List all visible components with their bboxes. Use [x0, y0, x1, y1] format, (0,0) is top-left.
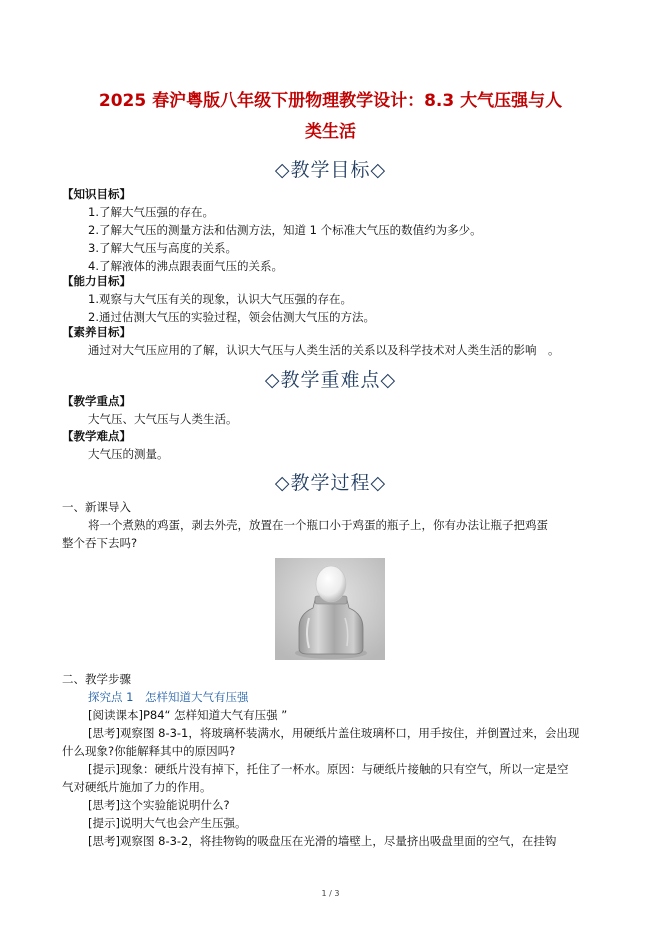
knowledge-goal-2: 2.了解大气压的测量方法和估测方法，知道 1 个标准大气压的数值约为多少。 [88, 223, 482, 237]
steps-line-7: [提示]说明大气也会产生压强。 [88, 816, 247, 830]
ability-goal-1: 1.观察与大气压有关的现象，认识大气压强的存在。 [88, 292, 352, 306]
document-title [40, 86, 621, 148]
steps-line-3: 什么现象?你能解释其中的原因吗? [62, 744, 236, 758]
difficulty-label: 【教学难点】 [62, 429, 131, 443]
egg-bottle-illustration [275, 558, 385, 660]
steps-line-6: [思考]这个实验能说明什么? [88, 798, 230, 812]
difficulty-text: 大气压的测量。 [88, 447, 169, 461]
ability-goals-label: 【能力目标】 [62, 274, 131, 288]
section-heading-process: ◇教学过程◇ [274, 472, 387, 494]
intro-line-1: 将一个煮熟的鸡蛋，剥去外壳，放置在一个瓶口小于鸡蛋的瓶子上，你有办法让瓶子把鸡蛋 [88, 518, 548, 532]
steps-line-5: 气对硬纸片施加了力的作用。 [62, 780, 212, 794]
ability-goal-2: 2.通过估测大气压的实验过程，领会估测大气压的方法。 [88, 310, 375, 324]
steps-line-1: [阅读课本]P84“ 怎样知道大气有压强 ” [88, 708, 288, 722]
focus-text: 大气压、大气压与人类生活。 [88, 412, 238, 426]
title-line-2: 类生活 [305, 122, 356, 142]
knowledge-goal-3: 3.了解大气压与高度的关系。 [88, 241, 237, 255]
intro-line-2: 整个吞下去吗? [62, 536, 138, 550]
focus-label: 【教学重点】 [62, 394, 131, 408]
section-heading-goals: ◇教学目标◇ [274, 159, 387, 181]
intro-heading: 一、新课导入 [62, 500, 131, 514]
section-heading-keypoints: ◇教学重难点◇ [264, 369, 397, 391]
probe-point-1: 探究点 1 怎样知道大气有压强 [88, 690, 249, 704]
literacy-goal-text: 通过对大气压应用的了解，认识大气压与人类生活的关系以及科学技术对人类生活的影响 。 [88, 343, 560, 357]
literacy-goals-label: 【素养目标】 [62, 325, 131, 339]
knowledge-goals-label: 【知识目标】 [62, 187, 131, 201]
steps-line-4: [提示]现象：硬纸片没有掉下，托住了一杯水。原因：与硬纸片接触的只有空气，所以一定是空 [88, 762, 569, 776]
egg-on-bottle-photo [275, 558, 385, 660]
steps-line-8: [思考]观察图 8-3-2，将挂物钩的吸盘压在光滑的墙壁上，尽量挤出吸盘里面的空气，在挂钩 [88, 834, 557, 848]
page-number: 1 / 3 [321, 889, 340, 898]
steps-heading: 二、教学步骤 [62, 672, 131, 686]
knowledge-goal-1: 1.了解大气压强的存在。 [88, 205, 214, 219]
steps-line-2: [思考]观察图 8-3-1，将玻璃杯装满水，用硬纸片盖住玻璃杯口，用手按住，并倒置过来，会出现 [88, 726, 580, 740]
title-line-1: 2025 春沪粤版八年级下册物理教学设计：8.3 大气压强与人 [98, 91, 563, 111]
knowledge-goal-4: 4.了解液体的沸点跟表面气压的关系。 [88, 259, 283, 273]
